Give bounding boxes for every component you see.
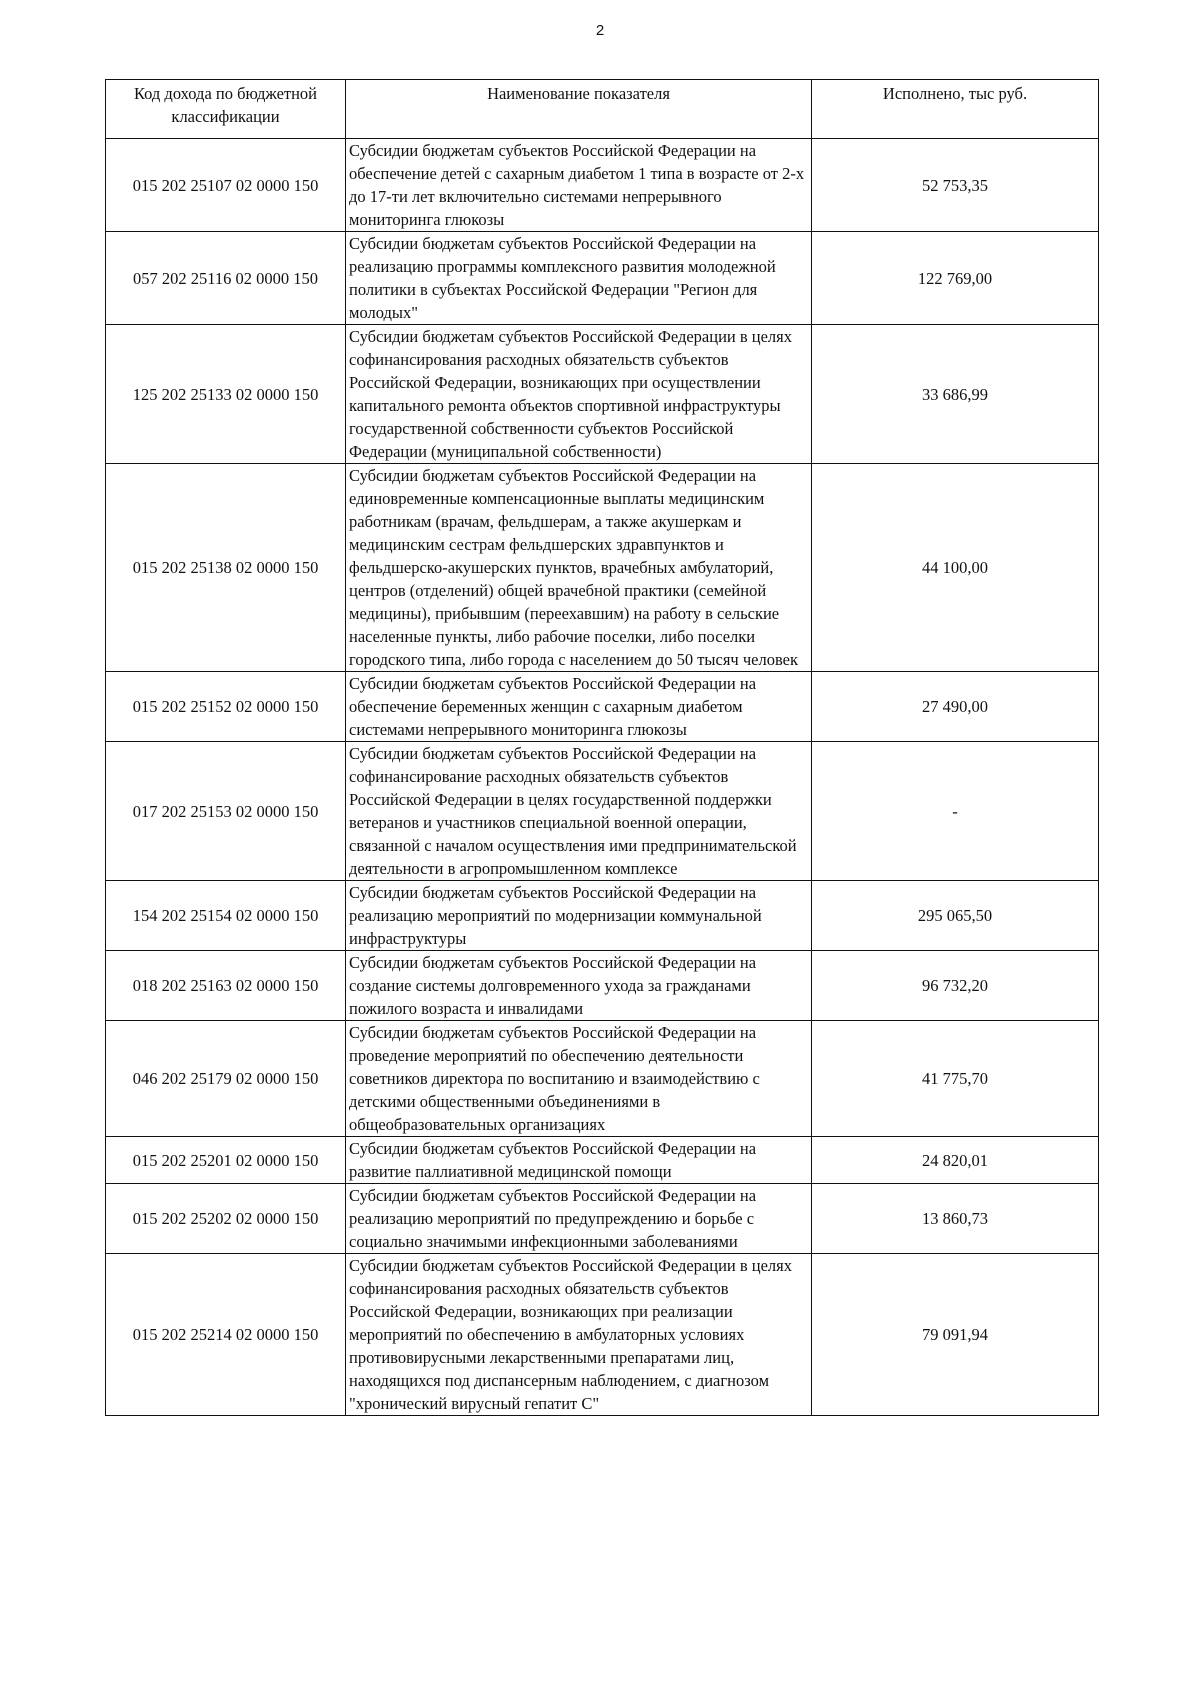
row-code: 046 202 25179 02 0000 150 <box>106 1021 346 1137</box>
table-row <box>106 325 1099 464</box>
row-code: 015 202 25202 02 0000 150 <box>106 1184 346 1254</box>
row-code: 018 202 25163 02 0000 150 <box>106 951 346 1021</box>
row-code: 154 202 25154 02 0000 150 <box>106 881 346 951</box>
row-amount: 24 820,01 <box>812 1137 1099 1184</box>
budget-income-table <box>105 79 1099 1416</box>
row-code: 017 202 25153 02 0000 150 <box>106 742 346 881</box>
table-row <box>106 1254 1099 1416</box>
row-name: Субсидии бюджетам субъектов Российской Федерации в целях софинансирования расходных обязательств субъектов Российской Федерации, возникающих при реализации мероприятий по обеспечению в амбулаторных условиях противовирусными лекарственными препаратами лиц, находящихся под диспансерным наблюдением, с диагнозом "хронический вирусный гепатит С" <box>346 1254 812 1416</box>
row-amount: 13 860,73 <box>812 1184 1099 1254</box>
table-row <box>106 742 1099 881</box>
header-amount: Исполнено, тыс руб. <box>812 80 1099 139</box>
table-header-row <box>106 80 1099 139</box>
row-code: 015 202 25107 02 0000 150 <box>106 139 346 232</box>
table-row <box>106 672 1099 742</box>
row-code: 015 202 25201 02 0000 150 <box>106 1137 346 1184</box>
row-amount: 41 775,70 <box>812 1021 1099 1137</box>
row-amount: 52 753,35 <box>812 139 1099 232</box>
row-name: Субсидии бюджетам субъектов Российской Федерации на софинансирование расходных обязательств субъектов Российской Федерации в целях государственной поддержки ветеранов и участников специальной военной операции, связанной с началом осуществления ими предпринимательской деятельности в агропромышленном комплексе <box>346 742 812 881</box>
row-name: Субсидии бюджетам субъектов Российской Федерации на развитие паллиативной медицинской помощи <box>346 1137 812 1184</box>
table-row <box>106 951 1099 1021</box>
row-code: 057 202 25116 02 0000 150 <box>106 232 346 325</box>
row-amount: 27 490,00 <box>812 672 1099 742</box>
row-name: Субсидии бюджетам субъектов Российской Федерации на единовременные компенсационные выплаты медицинским работникам (врачам, фельдшерам, а также акушеркам и медицинским сестрам фельдшерских здравпунктов и фельдшерско-акушерских пунктов, врачебных амбулаторий, центров (отделений) общей врачебной практики (семейной медицины), прибывшим (переехавшим) на работу в сельские населенные пункты, либо рабочие поселки, либо поселки городского типа, либо города с населением до 50 тысяч человек <box>346 464 812 672</box>
table-row <box>106 139 1099 232</box>
table-row <box>106 1184 1099 1254</box>
header-name: Наименование показателя <box>346 80 812 139</box>
table-row <box>106 232 1099 325</box>
row-amount: 33 686,99 <box>812 325 1099 464</box>
row-name: Субсидии бюджетам субъектов Российской Федерации на обеспечение детей с сахарным диабетом 1 типа в возрасте от 2-х до 17-ти лет включительно системами непрерывного мониторинга глюкозы <box>346 139 812 232</box>
row-name: Субсидии бюджетам субъектов Российской Федерации в целях софинансирования расходных обязательств субъектов Российской Федерации, возникающих при осуществлении капитального ремонта объектов спортивной инфраструктуры государственной собственности субъектов Российской Федерации (муниципальной собственности) <box>346 325 812 464</box>
row-amount: - <box>812 742 1099 881</box>
row-name: Субсидии бюджетам субъектов Российской Федерации на реализацию мероприятий по модернизации коммунальной инфраструктуры <box>346 881 812 951</box>
row-name: Субсидии бюджетам субъектов Российской Федерации на проведение мероприятий по обеспечению деятельности советников директора по воспитанию и взаимодействию с детскими общественными объединениями в общеобразовательных организациях <box>346 1021 812 1137</box>
row-name: Субсидии бюджетам субъектов Российской Федерации на создание системы долговременного ухода за гражданами пожилого возраста и инвалидами <box>346 951 812 1021</box>
row-code: 015 202 25214 02 0000 150 <box>106 1254 346 1416</box>
table-row <box>106 464 1099 672</box>
row-code: 125 202 25133 02 0000 150 <box>106 325 346 464</box>
row-amount: 122 769,00 <box>812 232 1099 325</box>
row-amount: 79 091,94 <box>812 1254 1099 1416</box>
table-row <box>106 881 1099 951</box>
table-row <box>106 1137 1099 1184</box>
table-row <box>106 1021 1099 1137</box>
row-amount: 44 100,00 <box>812 464 1099 672</box>
row-amount: 295 065,50 <box>812 881 1099 951</box>
row-amount: 96 732,20 <box>812 951 1099 1021</box>
header-code: Код дохода по бюджетной классификации <box>106 80 346 139</box>
row-code: 015 202 25138 02 0000 150 <box>106 464 346 672</box>
row-name: Субсидии бюджетам субъектов Российской Федерации на реализацию мероприятий по предупреждению и борьбе с социально значимыми инфекционными заболеваниями <box>346 1184 812 1254</box>
page-number: 2 <box>595 22 605 39</box>
row-code: 015 202 25152 02 0000 150 <box>106 672 346 742</box>
row-name: Субсидии бюджетам субъектов Российской Федерации на реализацию программы комплексного развития молодежной политики в субъектах Российской Федерации "Регион для молодых" <box>346 232 812 325</box>
row-name: Субсидии бюджетам субъектов Российской Федерации на обеспечение беременных женщин с сахарным диабетом системами непрерывного мониторинга глюкозы <box>346 672 812 742</box>
